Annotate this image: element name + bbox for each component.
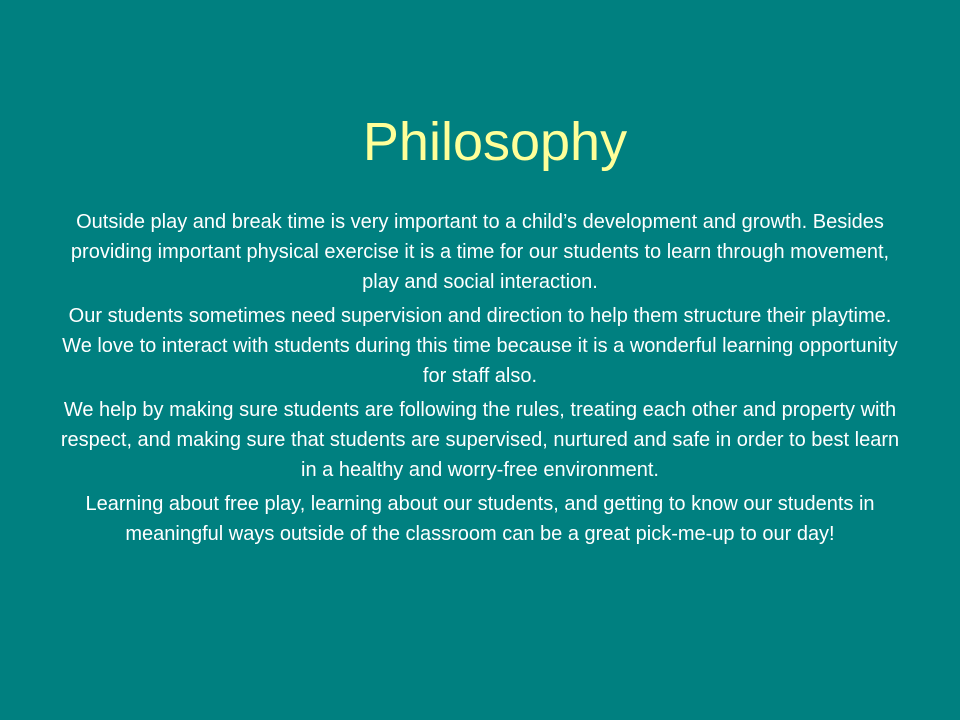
paragraph-rules-respect: We help by making sure students are following the rules, treating each other and property with respect, and making sure that students are supervised, nurtured and safe in order to best learn in a healthy and worry-free environment.: [60, 399, 900, 481]
paragraph-learning-free-play: Learning about free play, learning about our students, and getting to know our students in meaningful ways outside of the classroom can be a great pick-me-up to our day!: [85, 493, 875, 545]
paragraph-outside-play: Outside play and break time is very important to a child’s development and growth. Besides providing important physical exercise it is a time for our students to learn through movement, play and social interaction.: [70, 211, 890, 293]
slide-body: [60, 207, 900, 553]
slide-title: Philosophy: [362, 112, 628, 172]
paragraph-supervision: Our students sometimes need supervision and direction to help them structure their playtime. We love to interact with students during this time because it is a wonderful learning opportunity for staff also.: [62, 305, 898, 387]
